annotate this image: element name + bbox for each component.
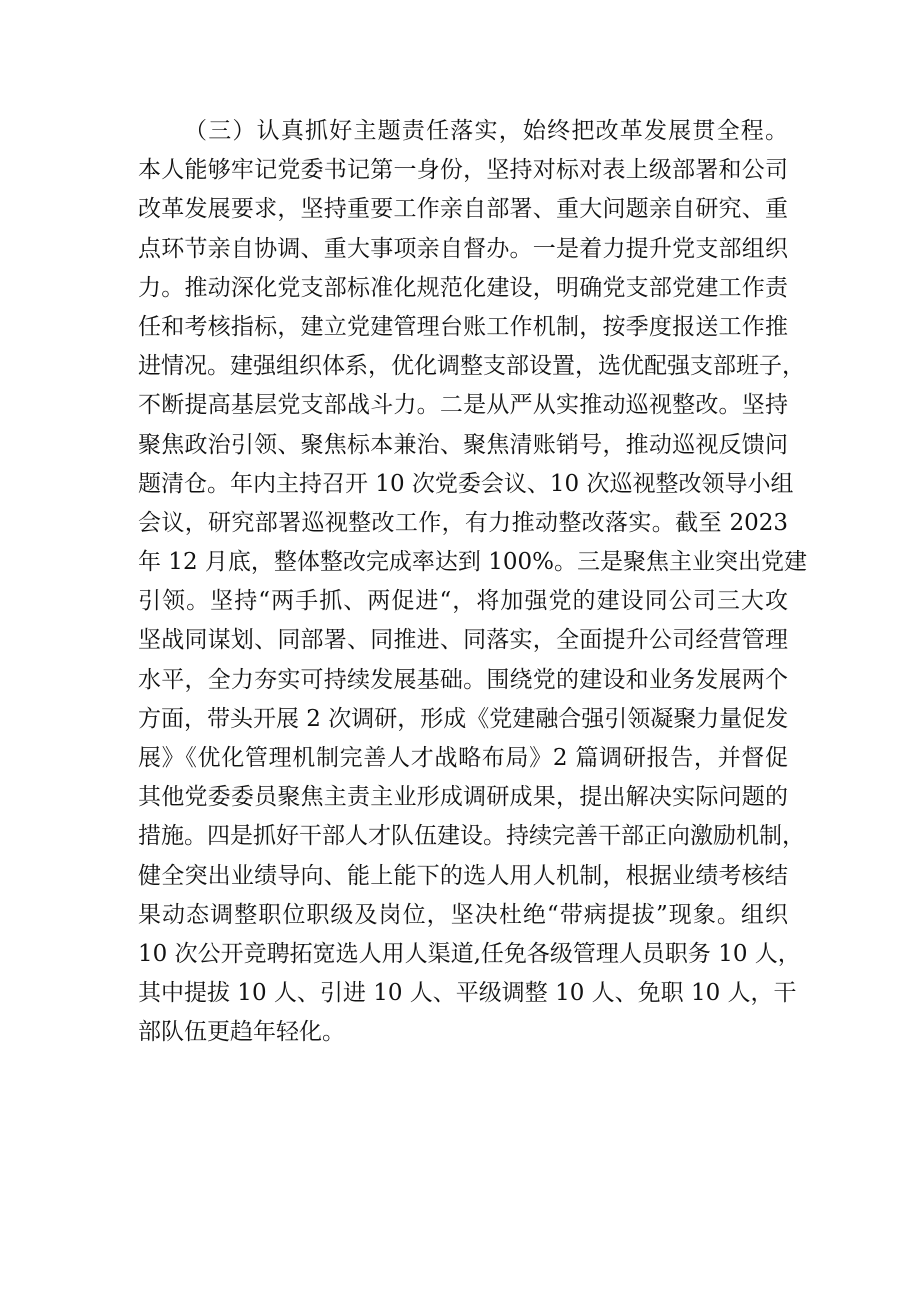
text-line: 引领。坚持“两手抓、两促进“，将加强党的建设同公司三大攻: [138, 588, 788, 615]
text-line: 部队伍更趋年轻化。: [138, 1019, 345, 1046]
text-line: 力。推动深化党支部标准化规范化建设，明确党支部党建工作责: [138, 274, 788, 301]
text-line: 不断提高基层党支部战斗力。二是从严从实推动巡视整改。坚持: [138, 392, 788, 419]
text-line: 会议，研究部署巡视整改工作，有力推动整改落实。截至 2023: [138, 509, 788, 536]
text-line: 水平，全力夯实可持续发展基础。围绕党的建设和业务发展两个: [138, 666, 788, 693]
text-line: 改革发展要求，坚持重要工作亲自部署、重大问题亲自研究、重: [138, 196, 788, 223]
text-line: 果动态调整职位职级及岗位，坚决杜绝“带病提拔”现象。组织: [138, 901, 788, 928]
text-line: 健全突出业绩导向、能上能下的选人用人机制，根据业绩考核结: [138, 862, 788, 889]
text-line: 点环节亲自协调、重大事项亲自督办。一是着力提升党支部组织: [138, 235, 788, 262]
text-line: 任和考核指标，建立党建管理台账工作机制，按季度报送工作推: [138, 313, 788, 340]
text-line: 进情况。建强组织体系，优化调整支部设置，选优配强支部班子，: [138, 353, 805, 380]
text-line: 其中提拔 10 人、引进 10 人、平级调整 10 人、免职 10 人，干: [138, 980, 797, 1007]
body-paragraph: [138, 112, 807, 1053]
text-line: 展》《优化管理机制完善人才战略布局》2 篇调研报告，并督促: [138, 745, 788, 771]
text-line: （三）认真抓好主题责任落实，始终把改革发展贯全程。: [184, 118, 788, 144]
text-line: 10 次公开竞聘拓宽选人用人渠道,任免各级管理人员职务 10 人，: [138, 940, 801, 967]
text-line: 措施。四是抓好干部人才队伍建设。持续完善干部正向激励机制，: [138, 823, 805, 850]
text-line: 题清仓。年内主持召开 10 次党委会议、10 次巡视整改领导小组: [138, 470, 794, 497]
text-line: 本人能够牢记党委书记第一身份，坚持对标对表上级部署和公司: [138, 157, 788, 184]
text-line: 坚战同谋划、同部署、同推进、同落实，全面提升公司经营管理: [138, 627, 788, 654]
text-line: 方面，带头开展 2 次调研，形成《党建融合强引领凝聚力量促发: [138, 705, 789, 732]
text-line: 年 12 月底，整体整改完成率达到 100%。三是聚焦主业突出党建: [138, 549, 807, 576]
text-line: 聚焦政治引领、聚焦标本兼治、聚焦清账销号，推动巡视反馈问: [138, 431, 788, 458]
text-line: 其他党委委员聚焦主责主业形成调研成果，提出解决实际问题的: [138, 784, 788, 811]
